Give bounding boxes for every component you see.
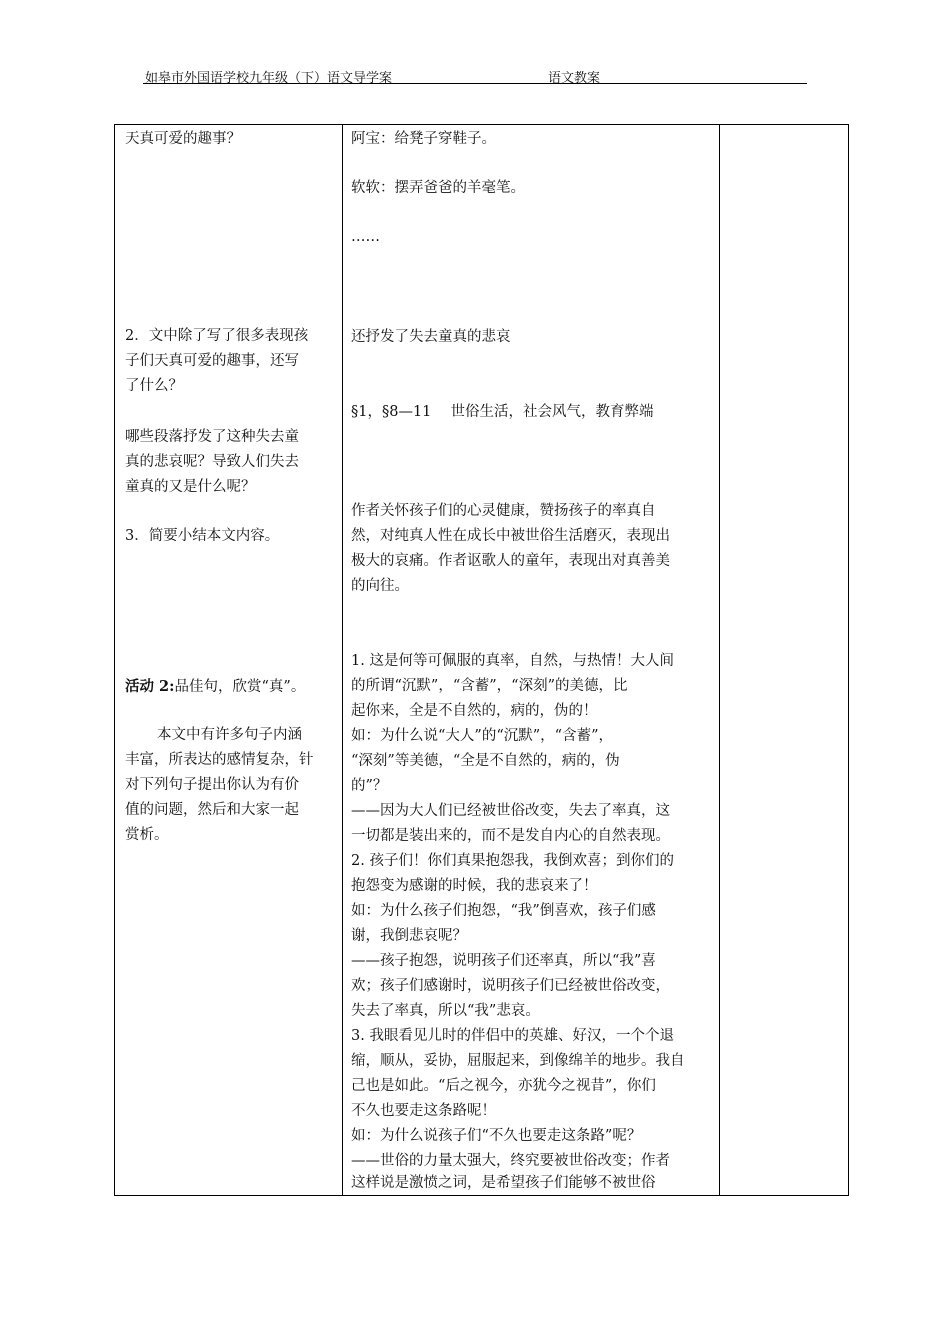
answer-5-line: ——因为大人们已经被世俗改变，失去了率真，这 bbox=[351, 803, 670, 819]
answer-5-line: 失去了率真，所以“我”悲哀。 bbox=[351, 1003, 540, 1019]
activity-desc-line: 对下列句子提出你认为有价 bbox=[125, 777, 299, 793]
answer-5-line: 的所谓“沉默”，“含蓄”，“深刻”的美德，比 bbox=[351, 678, 628, 694]
answer-1-line: 阿宝：给凳子穿鞋子。 bbox=[351, 131, 496, 147]
answer-5-line: 己也是如此。“后之视今，亦犹今之视昔”，你们 bbox=[351, 1078, 656, 1094]
activity-desc-line: 赏析。 bbox=[125, 827, 169, 843]
answer-5-line: 3. 我眼看见儿时的伴侣中的英雄、好汉，一个个退 bbox=[351, 1028, 674, 1044]
answer-2: 还抒发了失去童真的悲哀 bbox=[351, 329, 511, 345]
answer-5-line: ——孩子抱怨，说明孩子们还率真，所以“我”喜 bbox=[351, 953, 656, 969]
answer-5-line: 这样说是激愤之词，是希望孩子们能够不被世俗 bbox=[351, 1175, 656, 1191]
question-3-line: 真的悲哀呢？导致人们失去 bbox=[125, 454, 299, 470]
question-1-tail: 天真可爱的趣事？ bbox=[125, 131, 241, 147]
answer-5-line: 谢，我倒悲哀呢？ bbox=[351, 928, 467, 944]
answer-4-line: 极大的哀痛。作者讴歌人的童年，表现出对真善美 bbox=[351, 553, 670, 569]
question-2-line: 2．文中除了写了很多表现孩 bbox=[125, 328, 309, 344]
answer-5-line: 的”？ bbox=[351, 778, 388, 794]
activity-desc-line: 值的问题，然后和大家一起 bbox=[125, 802, 299, 818]
answer-5-line: 起你来，全是不自然的，病的，伪的！ bbox=[351, 703, 598, 719]
answer-4-line: 作者关怀孩子们的心灵健康，赞扬孩子的率真自 bbox=[351, 503, 656, 519]
answer-5-line: 不久也要走这条路呢！ bbox=[351, 1103, 496, 1119]
activity-desc-line: 本文中有许多句子内涵 bbox=[157, 727, 302, 743]
answer-5-line: 缩，顺从，妥协，屈服起来，到像绵羊的地步。我自 bbox=[351, 1053, 685, 1069]
answer-5-line: 抱怨变为感谢的时候，我的悲哀来了！ bbox=[351, 878, 598, 894]
header-rule bbox=[143, 83, 807, 84]
activity-2-heading bbox=[125, 674, 305, 700]
answer-5-line: 如：为什么说“大人”的“沉默”，“含蓄”， bbox=[351, 728, 613, 744]
question-2-line: 了什么？ bbox=[125, 378, 183, 394]
question-3-line: 哪些段落抒发了这种失去童 bbox=[125, 429, 299, 445]
answer-5-line: 欢；孩子们感谢时，说明孩子们已经被世俗改变， bbox=[351, 978, 670, 994]
answer-5-line: ——世俗的力量太强大，终究要被世俗改变；作者 bbox=[351, 1153, 670, 1169]
answer-5-line: “深刻”等美德，“全是不自然的，病的，伪 bbox=[351, 753, 620, 769]
activity-2-title: 品佳句，欣赏“真”。 bbox=[174, 679, 306, 695]
question-3-line: 童真的又是什么呢？ bbox=[125, 479, 256, 495]
answer-5-line: 如：为什么孩子们抱怨，“我”倒喜欢，孩子们感 bbox=[351, 903, 656, 919]
answer-1-line: 软软：摆弄爸爸的羊毫笔。 bbox=[351, 180, 525, 196]
answer-3: §1，§8—11 世俗生活，社会风气，教育弊端 bbox=[351, 404, 654, 420]
answer-5-line: 一切都是装出来的，而不是发自内心的自然表现。 bbox=[351, 828, 670, 844]
answer-5-line: 2. 孩子们！你们真果抱怨我，我倒欢喜；到你们的 bbox=[351, 853, 674, 869]
column-divider-2 bbox=[719, 125, 720, 1195]
header-subject: 语文教案 bbox=[548, 71, 601, 86]
lesson-table bbox=[114, 124, 849, 1196]
question-2-line: 子们天真可爱的趣事，还写 bbox=[125, 353, 299, 369]
header-school-title: 如皋市外国语学校九年级（下）语文导学案 bbox=[145, 71, 393, 86]
answer-5-line: 1. 这是何等可佩服的真率，自然，与热情！大人间 bbox=[351, 653, 674, 669]
activity-desc-line: 丰富，所表达的感情复杂，针 bbox=[125, 752, 314, 768]
column-divider-1 bbox=[342, 125, 343, 1195]
answer-5-line: 如：为什么说孩子们“不久也要走这条路”呢？ bbox=[351, 1128, 642, 1144]
answer-4-line: 的向往。 bbox=[351, 578, 409, 594]
answer-1-line: …… bbox=[351, 229, 380, 245]
activity-2-label: 活动 2: bbox=[125, 678, 175, 695]
answer-4-line: 然，对纯真人性在成长中被世俗生活磨灭，表现出 bbox=[351, 528, 670, 544]
question-4: 3．简要小结本文内容。 bbox=[125, 528, 280, 544]
